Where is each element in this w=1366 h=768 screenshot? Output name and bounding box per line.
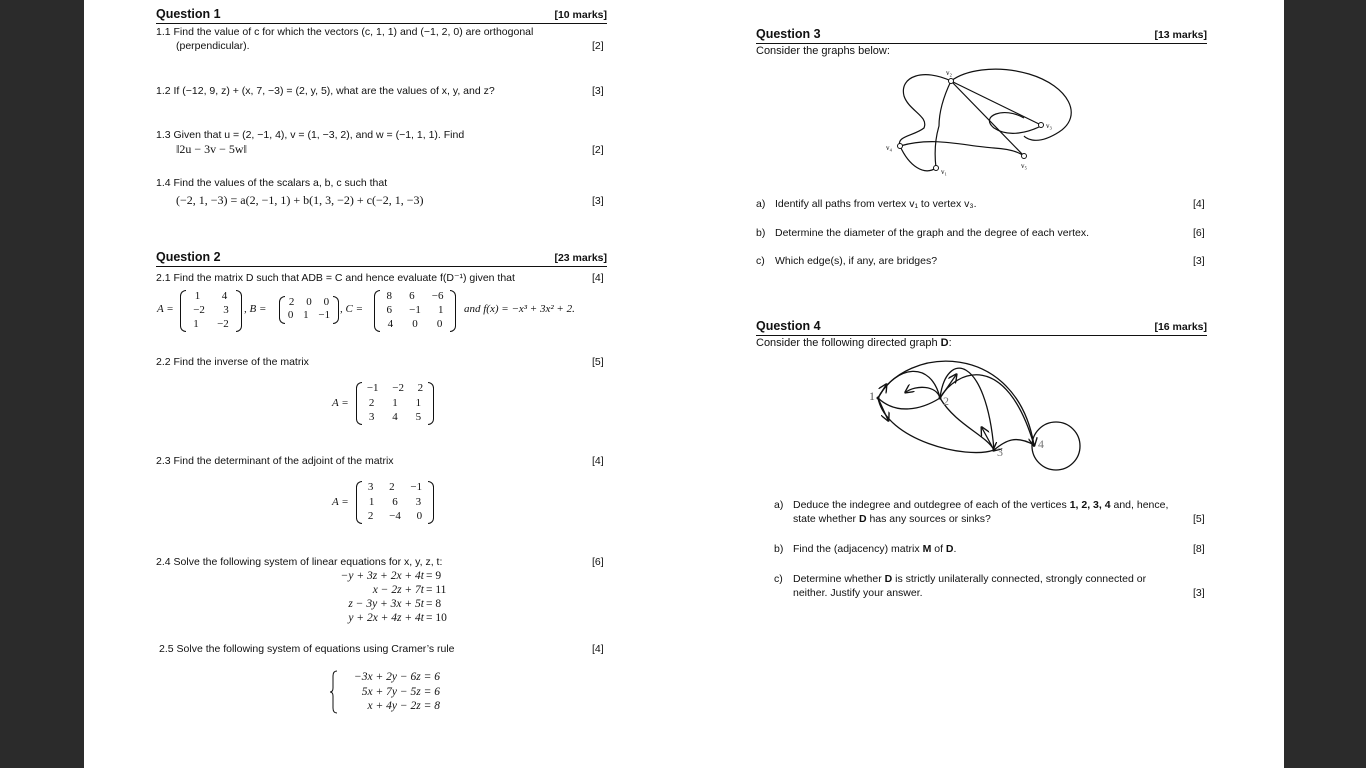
- equation-lhs: z − 3y + 3x + 5t: [348, 598, 424, 610]
- q1-4-line1: 1.4 Find the values of the scalars a, b, c such that: [156, 177, 388, 189]
- q4-b-text-end: .: [953, 543, 957, 555]
- matrix-cell: 2: [389, 481, 395, 493]
- graph-edge: [878, 398, 940, 409]
- matrix-cell: 4: [392, 411, 398, 423]
- q4-c-line2: neither. Justify your answer.: [793, 587, 923, 599]
- equation-lhs: y + 2x + 4z + 4t: [348, 612, 424, 624]
- vertex-v2: [949, 79, 954, 84]
- equation-lhs: −y + 3z + 2x + 4t: [340, 570, 424, 582]
- q3-a-marks: [4]: [1193, 198, 1205, 210]
- q1-3-line1: 1.3 Given that u = (2, −1, 4), v = (1, −3, 2), and w = (−1, 1, 1). Find: [156, 129, 465, 141]
- matrix-b: [279, 296, 339, 324]
- matrix-cell: −2: [392, 382, 404, 394]
- q3-a-label: a): [756, 198, 766, 210]
- vertex-v5: [1022, 154, 1027, 159]
- question-2-title: Question 2: [156, 250, 221, 264]
- matrix-cell: 3: [415, 496, 422, 508]
- graph-edge: [878, 361, 1034, 445]
- matrix-c: [374, 290, 456, 332]
- matrix-cell: 5: [415, 411, 422, 423]
- matrix-cell: −1: [366, 382, 379, 394]
- q3-b-label: b): [756, 227, 766, 239]
- q4-intro: [756, 337, 952, 350]
- graph-edge: [951, 81, 1039, 124]
- matrix-cell: 6: [409, 290, 415, 302]
- matrix-c-body: [378, 290, 452, 332]
- q4-b-graph-name: D: [945, 543, 954, 555]
- matrix-cell: −4: [389, 510, 401, 522]
- q4-a-line1: [793, 499, 1168, 512]
- q4-c-line1: [793, 573, 1146, 586]
- q2-5-marks: [4]: [592, 643, 604, 655]
- q3-a-text: Identify all paths from vertex v₁ to vertex v₃.: [775, 198, 977, 210]
- vertex-3-label: 3: [997, 445, 1003, 459]
- equation-row: [304, 611, 464, 625]
- q1-4-marks: [3]: [592, 195, 604, 207]
- matrix-cell: −1: [318, 309, 331, 321]
- vertex-v4: [898, 144, 903, 149]
- matrix-cell: 1: [194, 290, 201, 302]
- matrix-cell: 0: [287, 309, 294, 321]
- q2-4-marks: [6]: [592, 556, 604, 568]
- matrix-cell: 4: [221, 290, 228, 302]
- matrix-cell: −2: [217, 318, 229, 330]
- matrix-cell: 0: [323, 296, 330, 308]
- matrix-cell: 1: [415, 397, 422, 409]
- matrix-cell: 6: [392, 496, 398, 508]
- q4-b-text-start: Find the (adjacency) matrix: [793, 543, 923, 555]
- equation-rhs: = 8: [426, 598, 442, 610]
- matrix-cell: 1: [303, 309, 309, 321]
- equation-row: [304, 583, 464, 597]
- q4-a-vertices: 1, 2, 3, 4: [1069, 499, 1111, 511]
- matrix-cell: 0: [306, 296, 312, 308]
- matrix-c-label: , C =: [340, 303, 364, 315]
- question-1-title: Question 1: [156, 7, 221, 21]
- q2-4-text: 2.4 Solve the following system of linear equations for x, y, z, t:: [156, 556, 443, 568]
- equation-rhs: = 10: [426, 612, 447, 624]
- q4-a-line2-end: has any sources or sinks?: [866, 513, 991, 525]
- matrix-cell: 0: [436, 318, 443, 330]
- graph-edge: [900, 142, 1024, 156]
- q4-intro-colon: :: [948, 337, 952, 349]
- graph-edge: [878, 385, 886, 398]
- matrix-cell: 4: [387, 318, 394, 330]
- graph-edge: [951, 69, 1071, 140]
- q2-5-text: 2.5 Solve the following system of equations using Cramer’s rule: [159, 643, 455, 655]
- matrix-cell: 3: [367, 481, 374, 493]
- vertex-v4-label: v₄: [886, 144, 892, 152]
- q3-b-text: Determine the diameter of the graph and the degree of each vertex.: [775, 227, 1090, 239]
- q4-b-label: b): [774, 543, 784, 555]
- q4-a-marks: [5]: [1193, 513, 1205, 525]
- matrix-b-label: , B =: [244, 303, 267, 315]
- equation-row: −3x + 2y − 6z = 6: [354, 671, 440, 683]
- q1-2-text: 1.2 If (−12, 9, z) + (x, 7, −3) = (2, y, 5), what are the values of x, y, and z?: [156, 85, 495, 97]
- q4-intro-text: Consider the following directed graph: [756, 337, 941, 349]
- q1-4-line2: (−2, 1, −3) = a(2, −1, 1) + b(1, 3, −2) + c(−2, 1, −3): [176, 193, 424, 207]
- linear-system-2-4: [304, 569, 464, 625]
- matrix-2-3-label: A =: [332, 496, 349, 508]
- matrix-cell: 1: [437, 304, 444, 316]
- matrix-cell: 0: [412, 318, 418, 330]
- matrix-cell: −6: [431, 290, 444, 302]
- graph-edge: [878, 398, 994, 453]
- q1-1-marks: [2]: [592, 40, 604, 52]
- matrix-b-body: [283, 296, 335, 324]
- matrix-cell: 1: [392, 397, 398, 409]
- q2-1-text: 2.1 Find the matrix D such that ADB = C and hence evaluate f(D⁻¹) given that: [156, 272, 515, 284]
- matrix-cell: −1: [410, 481, 423, 493]
- matrix-cell: 2: [367, 510, 374, 522]
- graph-edge: [935, 81, 951, 168]
- q4-b-marks: [8]: [1193, 543, 1205, 555]
- vertex-v2-label: v₂: [946, 69, 952, 77]
- vertex-v3-label: v₃: [1046, 122, 1052, 130]
- q3-c-text: Which edge(s), if any, are bridges?: [775, 255, 938, 267]
- matrix-a-body: [184, 290, 238, 332]
- q4-c-marks: [3]: [1193, 587, 1205, 599]
- matrix-2-2-body: [360, 382, 430, 425]
- matrix-cell: −2: [193, 304, 205, 316]
- matrix-cell: 3: [368, 411, 375, 423]
- equation-rhs: = 11: [426, 584, 447, 596]
- equation-row: [304, 569, 464, 583]
- matrix-cell: 3: [223, 304, 229, 316]
- vertex-1-label: 1: [869, 389, 875, 403]
- graph-edge: [906, 387, 940, 398]
- matrix-cell: 6: [386, 304, 393, 316]
- q4-a-graph-name: D: [858, 513, 867, 525]
- equation-row: 5x + 7y − 5z = 6: [361, 685, 440, 698]
- equation-lhs: x − 2z + 7t: [372, 584, 424, 596]
- matrix-2-3: [356, 481, 434, 524]
- q3-intro: Consider the graphs below:: [756, 45, 890, 57]
- vertex-1: [877, 397, 880, 400]
- equation-row: x + 4y − 2z = 8: [367, 700, 440, 712]
- undirected-graph-figure: [884, 66, 1084, 181]
- graph-edge: [940, 375, 1034, 445]
- question-2-header: [156, 250, 607, 267]
- vertex-2: [939, 397, 942, 400]
- question-1-marks: [10 marks]: [554, 9, 607, 21]
- q3-c-label: c): [756, 255, 765, 267]
- q4-c-line1-text: Determine whether: [793, 573, 885, 585]
- matrix-a-label: A =: [157, 303, 174, 315]
- q4-a-label: a): [774, 499, 784, 511]
- matrix-cell: 8: [386, 290, 393, 302]
- matrix-cell: 1: [368, 496, 375, 508]
- matrix-cell: 2: [368, 397, 375, 409]
- matrix-2-2-label: A =: [332, 397, 349, 409]
- graph-edge: [989, 113, 1041, 134]
- vertex-4: [1033, 444, 1036, 447]
- q1-1-line1: 1.1 Find the value of c for which the vectors (c, 1, 1) and (−1, 2, 0) are orthogonal: [156, 26, 534, 38]
- cramer-equations: [340, 670, 440, 714]
- vertex-3: [993, 449, 996, 452]
- function-f-definition: and f(x) = −x³ + 3x² + 2.: [464, 303, 575, 315]
- matrix-cell: −1: [409, 304, 421, 316]
- vertex-v5-label: v₅: [1021, 162, 1027, 170]
- q4-a-line1-end: and, hence,: [1110, 499, 1169, 511]
- q1-1-line2: (perpendicular).: [176, 40, 250, 52]
- equation-row: [304, 597, 464, 611]
- matrix-2-3-body: [360, 481, 430, 524]
- equation-rhs: = 9: [426, 570, 442, 582]
- graph-edge: [951, 81, 1024, 156]
- vertex-v1-label: v₁: [941, 168, 947, 176]
- vertex-v1: [934, 166, 939, 171]
- question-3-header: [756, 27, 1207, 44]
- q2-2-text: 2.2 Find the inverse of the matrix: [156, 356, 309, 368]
- q4-c-graph-name: D: [884, 573, 893, 585]
- directed-graph-figure: [866, 350, 1106, 490]
- q2-3-text: 2.3 Find the determinant of the adjoint of the matrix: [156, 455, 394, 467]
- matrix-cell: 1: [193, 318, 199, 330]
- cramer-system-2-5: [330, 670, 450, 714]
- q4-c-line1-end: is strictly unilaterally connected, strongly connected or: [892, 573, 1147, 585]
- q1-3-line2: ‖2u − 3v − 5w‖: [176, 142, 247, 156]
- curly-brace-icon: [330, 670, 338, 714]
- vertex-v3: [1039, 123, 1044, 128]
- q4-a-line1-text: Deduce the indegree and outdegree of each of the vertices: [793, 499, 1070, 511]
- question-2-marks: [23 marks]: [554, 252, 607, 264]
- q4-a-line2: [793, 513, 991, 526]
- q2-3-marks: [4]: [592, 455, 604, 467]
- q2-2-marks: [5]: [592, 356, 604, 368]
- q3-b-marks: [6]: [1193, 227, 1205, 239]
- question-3-marks: [13 marks]: [1154, 29, 1207, 41]
- vertex-2-label: 2: [943, 394, 949, 408]
- q4-intro-graph-name: D: [940, 337, 949, 349]
- vertex-4-label: 4: [1038, 437, 1044, 451]
- question-4-marks: [16 marks]: [1154, 321, 1207, 333]
- q4-a-line2-text: state whether: [793, 513, 859, 525]
- q4-c-label: c): [774, 573, 783, 585]
- exam-page: [84, 0, 1284, 768]
- graph-edge: [900, 146, 936, 171]
- question-4-header: [756, 319, 1207, 336]
- q1-2-marks: [3]: [592, 85, 604, 97]
- matrix-2-2: [356, 382, 434, 425]
- q2-1-marks: [4]: [592, 272, 604, 284]
- question-1-header: [156, 7, 607, 24]
- matrix-cell: 0: [416, 510, 423, 522]
- q4-b-text: [793, 543, 956, 556]
- matrix-cell: 2: [288, 296, 295, 308]
- q3-c-marks: [3]: [1193, 255, 1205, 267]
- graph-edge: [899, 75, 951, 146]
- question-3-title: Question 3: [756, 27, 821, 41]
- question-4-title: Question 4: [756, 319, 821, 333]
- matrix-cell: 2: [417, 382, 424, 394]
- q4-b-text-mid: of: [931, 543, 946, 555]
- q4-b-matrix-name: M: [922, 543, 932, 555]
- matrix-a: [180, 290, 242, 332]
- q1-3-marks: [2]: [592, 144, 604, 156]
